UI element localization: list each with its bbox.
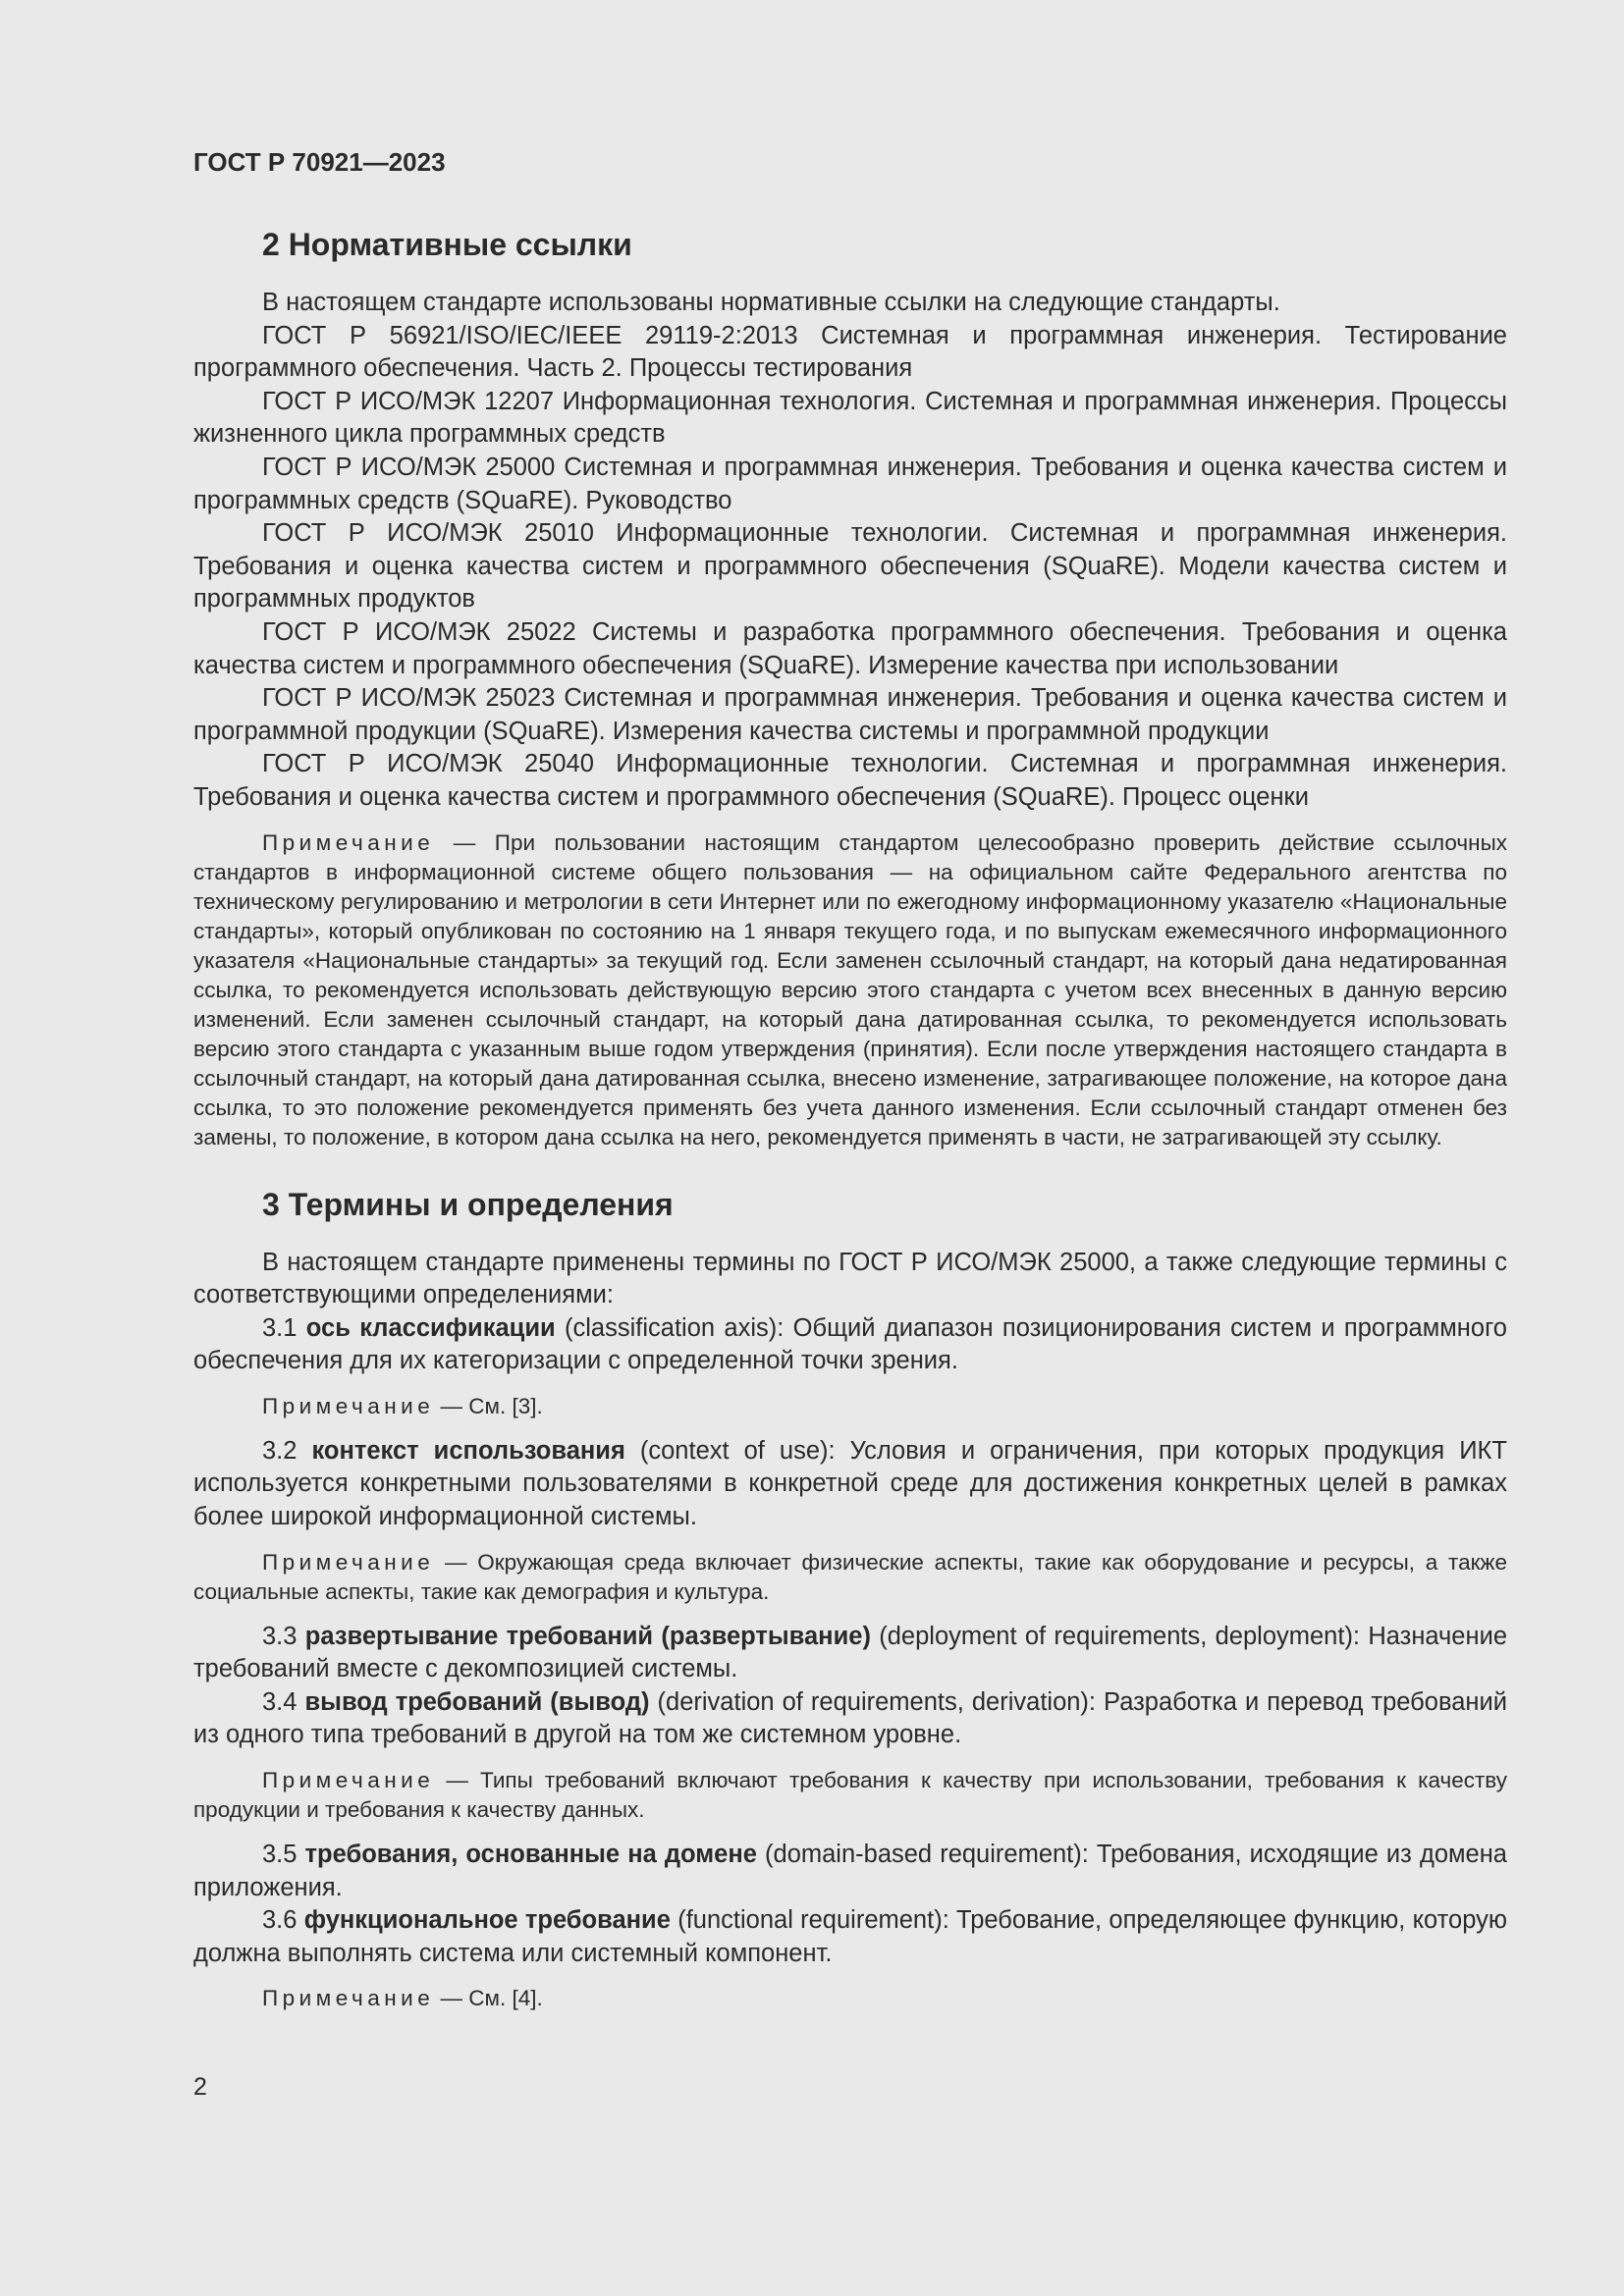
- term-definition: (functional requirement): Требование, определяющее функцию, которую должна выполнять система или системный компонент.: [193, 1906, 1507, 1967]
- note-label: Примечание: [262, 829, 435, 855]
- term-definition: (deployment of requirements, deployment): Назначение требований вместе с декомпозицией системы.: [193, 1622, 1507, 1683]
- note-3-1: [193, 1392, 1507, 1421]
- term-3-4: [193, 1686, 1507, 1752]
- term-name: вывод требований (вывод): [304, 1687, 650, 1716]
- note-label: Примечание: [262, 1549, 435, 1575]
- page-content: [193, 222, 1507, 2013]
- page-number: 2: [193, 2073, 207, 2101]
- term-3-2: [193, 1435, 1507, 1534]
- reference-item: ГОСТ Р ИСО/МЭК 25010 Информационные технологии. Системная и программная инженерия. Требования и оценка качества систем и программного обеспечения (SQuaRE). Модели качества систем и программных продуктов: [193, 519, 1507, 614]
- note-text: — См. [4].: [434, 1986, 543, 2011]
- note-label: Примечание: [262, 1768, 435, 1793]
- note-text: — Окружающая среда включает физические аспекты, такие как оборудование и ресурсы, а также социальные аспекты, такие как демография и культура.: [193, 1549, 1507, 1604]
- term-number: 3.2: [262, 1436, 312, 1465]
- reference-item: ГОСТ Р ИСО/МЭК 12207 Информационная технология. Системная и программная инженерия. Процессы жизненного цикла программных средств: [193, 387, 1507, 449]
- note-text: — При пользовании настоящим стандартом целесообразно проверить действие ссылочных стандартов в информационной системе общего пользования — на официальном сайте Федерального агентства по техническому регулированию и метрологии в сети Интернет или по ежегодному информационному указателю «Национальные стандарты», который опубликован по состоянию на 1 января текущего года, и по выпускам ежемесячного информационного указателя «Национальные стандарты» за текущий год. Если заменен ссылочный стандарт, на который дана недатированная ссылка, то рекомендуется использовать действующую версию этого стандарта с учетом всех внесенных в данную версию изменений. Если заменен ссылочный стандарт, на который дана датированная ссылка, то рекомендуется использовать версию этого стандарта с указанным выше годом утверждения (принятия). Если после утверждения настоящего стандарта в ссылочный стандарт, на который дана датированная ссылка, внесено изменение, затрагивающее положение, на которое дана ссылка, то это положение рекомендуется применять без учета данного изменения. Если ссылочный стандарт отменен без замены, то положение, в котором дана ссылка на него, рекомендуется применять в части, не затрагивающей эту ссылку.: [193, 829, 1507, 1149]
- section-3-title: 3 Термины и определения: [262, 1186, 674, 1222]
- note-3-4: [193, 1766, 1507, 1825]
- term-name: контекст использования: [311, 1436, 625, 1465]
- term-number: 3.4: [262, 1687, 305, 1716]
- term-number: 3.1: [262, 1313, 306, 1342]
- note-3-6: [193, 1984, 1507, 2013]
- note-3-2: [193, 1548, 1507, 1607]
- section-2-note: [193, 828, 1507, 1152]
- term-number: 3.6: [262, 1906, 304, 1935]
- term-3-1: [193, 1312, 1507, 1378]
- note-text: — См. [3].: [434, 1393, 543, 1418]
- note-label: Примечание: [262, 1393, 435, 1418]
- term-3-3: [193, 1621, 1507, 1686]
- term-definition: (context of use): Условия и ограничения, при которых продукция ИКТ используется конкретными пользователями в конкретной среде для достижения конкретных целей в рамках более широкой информационной системы.: [193, 1436, 1507, 1531]
- reference-item: ГОСТ Р ИСО/МЭК 25040 Информационные технологии. Системная и программная инженерия. Требования и оценка качества систем и программного обеспечения (SQuaRE). Процесс оценки: [193, 750, 1507, 811]
- reference-item: ГОСТ Р ИСО/МЭК 25000 Системная и программная инженерия. Требования и оценка качества систем и программных средств (SQuaRE). Руководство: [193, 453, 1507, 514]
- reference-item: ГОСТ Р 56921/ISO/IEC/IEEE 29119-2:2013 Системная и программная инженерия. Тестирование программного обеспечения. Часть 2. Процессы тестирования: [193, 321, 1507, 383]
- term-name: функциональное требование: [303, 1906, 671, 1935]
- term-name: требования, основанные на домене: [304, 1841, 757, 1869]
- note-text: — Типы требований включают требования к качеству при использовании, требования к качеству продукции и требования к качеству данных.: [193, 1768, 1507, 1823]
- document-header: ГОСТ Р 70921—2023: [193, 147, 446, 177]
- term-3-6: [193, 1904, 1507, 1970]
- term-name: ось классификации: [305, 1313, 556, 1342]
- term-number: 3.5: [262, 1841, 305, 1869]
- term-number: 3.3: [262, 1622, 305, 1650]
- term-definition: (domain-based requirement): Требования, исходящие из домена приложения.: [193, 1841, 1507, 1901]
- term-name: развертывание требований (развертывание): [304, 1622, 871, 1650]
- reference-item: ГОСТ Р ИСО/МЭК 25022 Системы и разработка программного обеспечения. Требования и оценка качества систем и программного обеспечения (SQuaRE). Измерение качества при использовании: [193, 617, 1507, 679]
- section-2-intro: В настоящем стандарте использованы нормативные ссылки на следующие стандарты.: [262, 289, 1280, 316]
- term-definition: (derivation of requirements, derivation): Разработка и перевод требований из одного типа требований в другой на том же системном уровне.: [193, 1687, 1507, 1749]
- section-3-intro: В настоящем стандарте применены термины по ГОСТ Р ИСО/МЭК 25000, а также следующие термины с соответствующими определениями:: [193, 1248, 1507, 1309]
- term-definition: (classification axis): Общий диапазон позиционирования систем и программного обеспечения для их категоризации с определенной точки зрения.: [193, 1313, 1507, 1375]
- reference-item: ГОСТ Р ИСО/МЭК 25023 Системная и программная инженерия. Требования и оценка качества систем и программной продукции (SQuaRE). Измерения качества системы и программной продукции: [193, 684, 1507, 745]
- section-2-title: 2 Нормативные ссылки: [262, 227, 632, 262]
- note-label: Примечание: [262, 1986, 435, 2011]
- term-3-5: [193, 1839, 1507, 1904]
